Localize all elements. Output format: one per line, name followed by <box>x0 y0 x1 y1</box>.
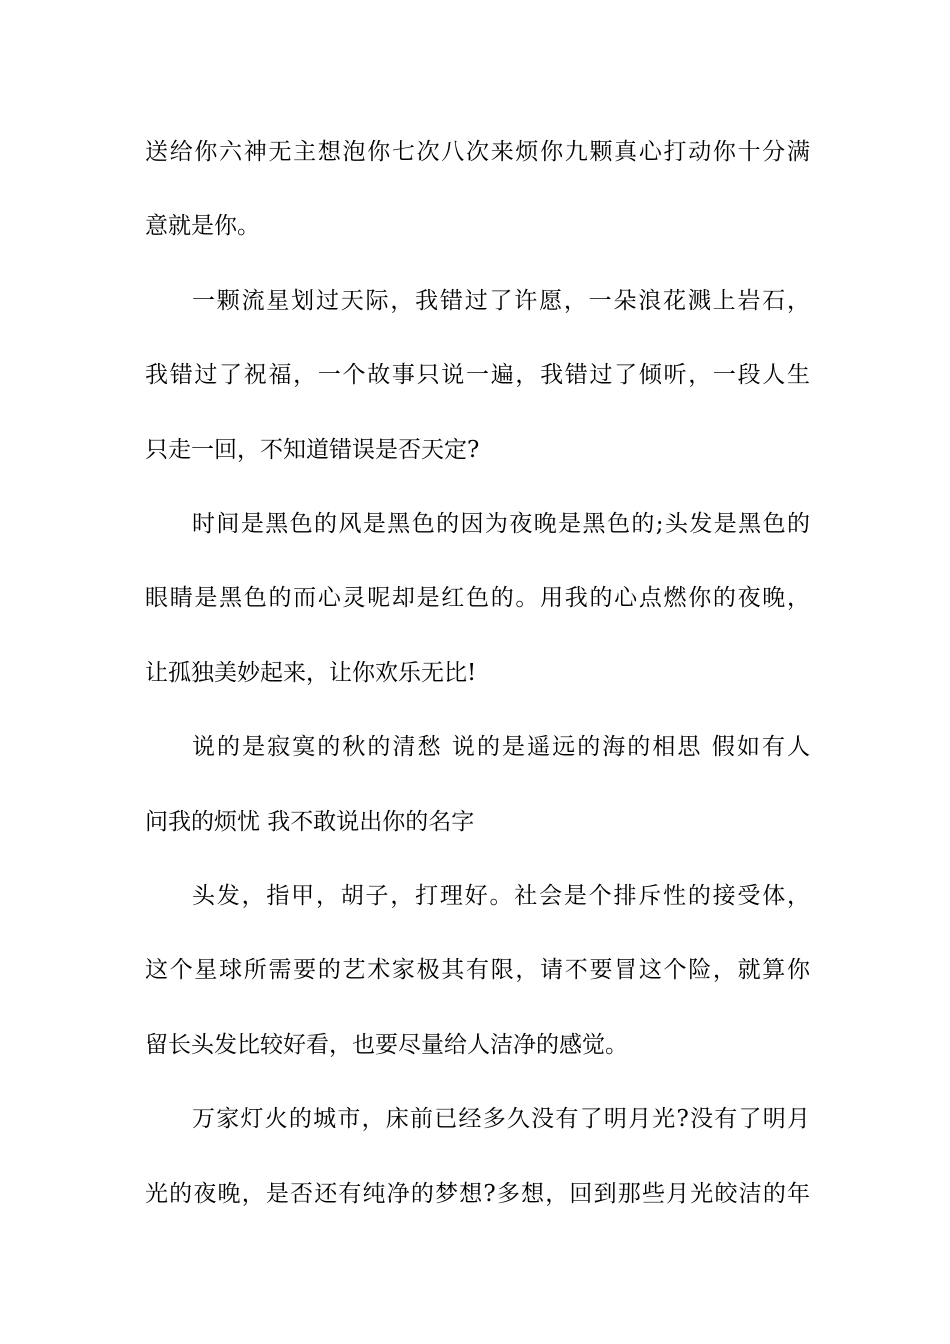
paragraph-3-line-2: 眼睛是黑色的而心灵呢却是红色的。用我的心点燃你的夜晚， <box>145 585 810 611</box>
paragraph-4-line-2: 问我的烦忧 我不敢说出你的名字 <box>145 809 475 835</box>
paragraph-1-line-2: 意就是你。 <box>145 213 260 239</box>
paragraph-5-line-3: 留长头发比较好看，也要尽量给人洁净的感觉。 <box>145 1032 628 1058</box>
paragraph-5-line-2: 这个星球所需要的艺术家极其有限，请不要冒这个险，就算你 <box>145 957 810 983</box>
paragraph-5-line-1: 头发，指甲，胡子，打理好。社会是个排斥性的接受体， <box>192 883 810 909</box>
paragraph-2-line-3: 只走一回，不知道错误是否天定? <box>145 437 480 463</box>
paragraph-6-line-1: 万家灯火的城市，床前已经多久没有了明月光?没有了明月 <box>192 1106 810 1132</box>
paragraph-2-line-2: 我错过了祝福，一个故事只说一遍，我错过了倾听，一段人生 <box>145 362 810 388</box>
paragraph-3-line-1: 时间是黑色的风是黑色的因为夜晚是黑色的;头发是黑色的 <box>192 511 810 537</box>
paragraph-6-line-2: 光的夜晚，是否还有纯净的梦想?多想，回到那些月光皎洁的年 <box>145 1181 810 1207</box>
paragraph-2-line-1: 一颗流星划过天际，我错过了许愿，一朵浪花溅上岩石， <box>192 288 810 314</box>
paragraph-1-line-1: 送给你六神无主想泡你七次八次来烦你九颗真心打动你十分满 <box>145 139 810 165</box>
paragraph-4-line-1: 说的是寂寞的秋的清愁 说的是遥远的海的相思 假如有人 <box>192 734 810 760</box>
paragraph-3-line-3: 让孤独美妙起来，让你欢乐无比! <box>145 660 477 686</box>
